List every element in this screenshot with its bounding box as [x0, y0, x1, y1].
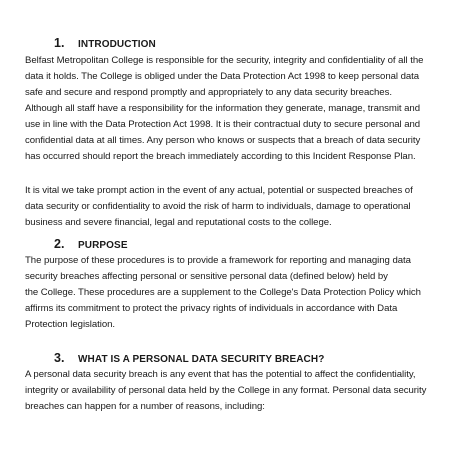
- section-heading: [25, 351, 462, 365]
- section-introduction: [25, 36, 462, 231]
- section-breach-definition: [25, 351, 462, 415]
- paragraph: A personal data security breach is any event that has the potential to affect the confidentiality, integrity or availability of personal data held by the College in any format. Personal data security breaches can happen for a number of reasons, including:: [25, 369, 427, 412]
- section-number: 1.: [54, 36, 65, 50]
- paragraph: It is vital we take prompt action in the event of any actual, potential or suspected breaches of data security or confidentiality to avoid the risk of harm to individuals, damage to operational business and severe financial, legal and reputational costs to the college.: [25, 185, 413, 228]
- section-purpose: [25, 237, 462, 333]
- section-heading: [25, 237, 462, 251]
- paragraph: The purpose of these procedures is to provide a framework for reporting and managing data security breaches affecting personal or sensitive personal data (defined below) held by the College. These procedures are a supplement to the College's Data Protection Policy which affirms its commitment to protect the privacy rights of individuals in accordance with Data Protection legislation.: [25, 255, 421, 330]
- section-heading: [25, 36, 462, 50]
- paragraph: Belfast Metropolitan College is responsible for the security, integrity and confidentiality of all the data it holds. The College is obliged under the Data Protection Act 1998 to keep personal data safe and secure and respond promptly and appropriately to any data security breaches. Although all staff have a responsibility for the information they generate, manage, transmit and use in line with the Data Protection Act 1998. It is their contractual duty to secure personal and confidential data at all times. Any person who knows or suspects that a breach of data security has occurred should report the breach immediately according to this Incident Response Plan.: [25, 55, 424, 162]
- section-title: INTRODUCTION: [78, 39, 156, 50]
- section-number: 2.: [54, 237, 65, 251]
- section-title: PURPOSE: [78, 240, 128, 251]
- section-title: WHAT IS A PERSONAL DATA SECURITY BREACH?: [78, 354, 325, 365]
- section-number: 3.: [54, 351, 65, 365]
